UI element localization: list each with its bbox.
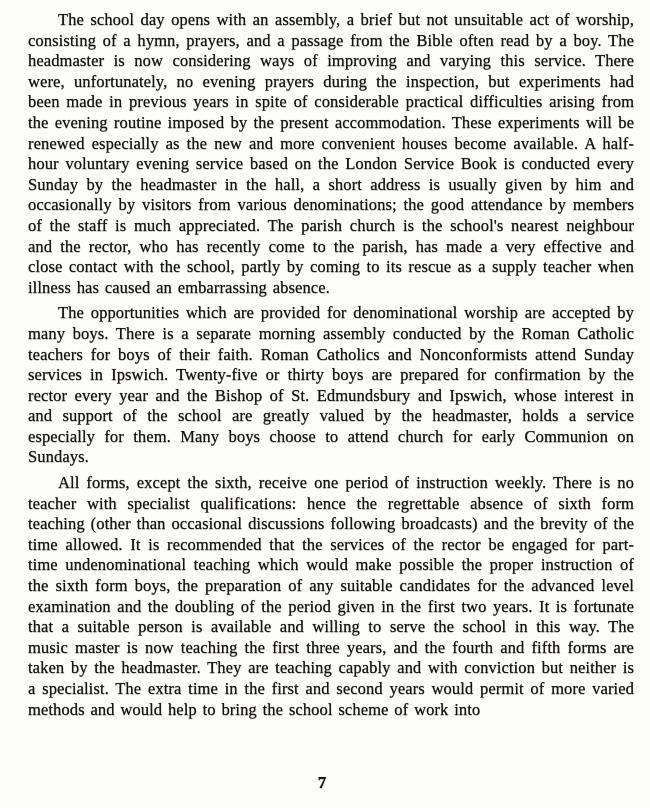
page-number: 7 [317,773,327,792]
paragraph-assembly-worship: The school day opens with an assembly, a brief but not unsuitable act of worship, consisting of a hymn, prayers, and a passage from the Bible often read by a boy. The headmaster is now considering ways of improving and varying this service. There were, unfortunately, no evening prayers during the inspection, but experiments had been made in previous years in spite of considerable practical difficulties arising from the evening routine imposed by the present accommodation. These experiments will be renewed especially as the new and more convenient houses become available. A half-hour voluntary evening service based on the London Service Book is conducted every Sunday by the headmaster in the hall, a short address is usually given by him and occasionally by visitors from various denominations; the good attendance by members of the staff is much appreciated. The parish church is the school's nearest neighbour and the rector, who has recently come to the parish, has made a very effective and close contact with the school, partly by coming to its rescue as a supply teacher when illness has caused an embarrassing absence. [28,10,634,297]
paragraph-denominational-worship: The opportunities which are provided for denominational worship are accepted by many boys. There is a separate morning assembly conducted by the Roman Catholic teachers for boys of their faith. Roman Catholics and Nonconformists attend Sunday services in Ipswich. Twenty-five or thirty boys are prepared for confirmation by the rector every year and the Bishop of St. Edmundsbury and Ipswich, whose interest in and support of the school are greatly valued by the headmaster, holds a service especially for them. Many boys choose to attend church for early Communion on Sundays. [28,303,634,467]
paragraph-instruction-forms: All forms, except the sixth, receive one period of instruction weekly. There is no teacher with specialist qualifications: hence the regrettable absence of sixth form teaching (other than occasional discussions following broadcasts) and the brevity of the time allowed. It is recommended that the services of the rector be engaged for part-time undenominational teaching which would make possible the proper instruction of the sixth form boys, the preparation of any suitable candidates for the advanced level examination and the doubling of the period given in the first two years. It is fortunate that a suitable person is available and willing to serve the school in this way. The music master is now teaching the first three years, and the fourth and fifth forms are taken by the headmaster. They are teaching capably and with conviction but neither is a specialist. The extra time in the first and second years would permit of more varied methods and would help to bring the school scheme of work into [28,473,634,719]
